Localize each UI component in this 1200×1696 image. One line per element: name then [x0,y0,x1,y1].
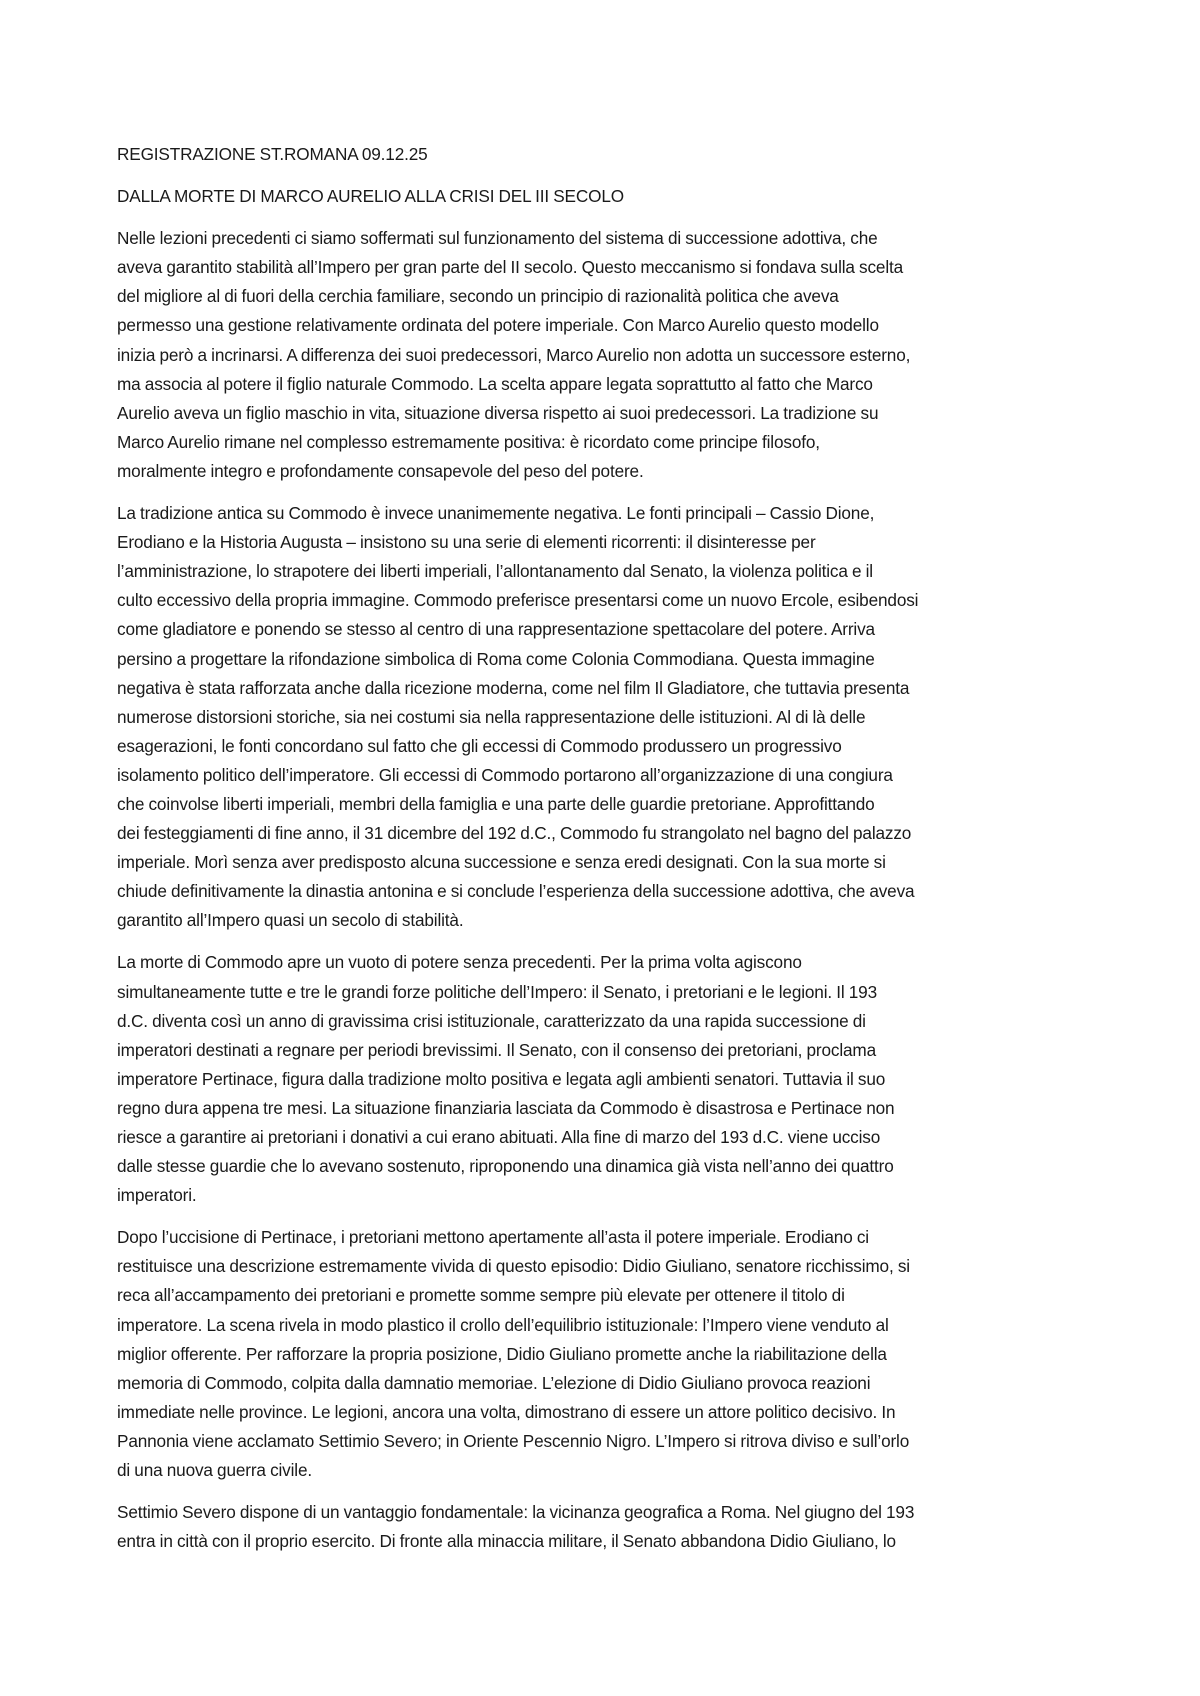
paragraph-line: permesso una gestione relativamente ordinata del potere imperiale. Con Marco Aurelio questo modello [117,315,879,336]
paragraph-line: reca all’accampamento dei pretoriani e promette somme sempre più elevate per ottenere il titolo di [117,1285,845,1306]
paragraph-line: garantito all’Impero quasi un secolo di stabilità. [117,910,464,931]
paragraph [117,1498,1093,1556]
paragraph-line: Marco Aurelio rimane nel complesso estremamente positiva: è ricordato come principe filosofo, [117,431,820,452]
document-title: REGISTRAZIONE ST.ROMANA 09.12.25 [117,144,428,164]
paragraph [117,499,1093,935]
paragraph-line: imperatore. La scena rivela in modo plastico il crollo dell’equilibrio istituzionale: l’Impero viene venduto al [117,1314,889,1335]
paragraph-line: La tradizione antica su Commodo è invece unanimemente negativa. Le fonti principali – Cassio Dione, [117,503,875,524]
paragraph [117,948,1093,1210]
paragraph-line: isolamento politico dell’imperatore. Gli eccessi di Commodo portarono all’organizzazione di una congiura [117,764,893,785]
paragraph-line: aveva garantito stabilità all’Impero per gran parte del II secolo. Questo meccanismo si fondava sulla scelta [117,257,904,278]
paragraph-line: esagerazioni, le fonti concordano sul fatto che gli eccessi di Commodo produssero un progressivo [117,735,842,756]
paragraph-line: imperiale. Morì senza aver predisposto alcuna successione e senza eredi designati. Con la sua morte si [117,852,886,873]
paragraph-line: riesce a garantire ai pretoriani i donativi a cui erano abituati. Alla fine di marzo del 193 d.C. viene ucciso [117,1127,881,1147]
paragraph-line: Erodiano e la Historia Augusta – insistono su una serie di elementi ricorrenti: il disinteresse per [117,532,816,553]
document-body [117,140,1093,1569]
paragraph-line: regno dura appena tre mesi. La situazione finanziaria lasciata da Commodo è disastrosa e Pertinace non [117,1097,895,1118]
paragraph-line: come gladiatore e ponendo se stesso al centro di una rappresentazione spettacolare del potere. Arriva [117,619,875,640]
paragraph-line: Aurelio aveva un figlio maschio in vita, situazione diversa rispetto ai suoi predecessori. La tradizione su [117,402,879,423]
paragraph-line: ma associa al potere il figlio naturale Commodo. La scelta appare legata soprattutto al fatto che Marco [117,373,873,394]
paragraph-line: Dopo l’uccisione di Pertinace, i pretoriani mettono apertamente all’asta il potere imperiale. Erodiano ci [117,1227,869,1248]
paragraph-line: imperatori. [117,1185,197,1206]
paragraph [117,1223,1093,1485]
paragraph-line: simultaneamente tutte e tre le grandi forze politiche dell’Impero: il Senato, i pretoriani e le legioni. Il 193 [117,981,877,1002]
paragraph-line: entra in città con il proprio esercito. Di fronte alla minaccia militare, il Senato abbandona Didio Giuliano, lo [117,1531,896,1552]
paragraph-line: moralmente integro e profondamente consapevole del peso del potere. [117,460,644,481]
paragraph-line: memoria di Commodo, colpita dalla damnatio memoriae. L’elezione di Didio Giuliano provoca reazioni [117,1372,871,1393]
document-subtitle: DALLA MORTE DI MARCO AURELIO ALLA CRISI DEL III SECOLO [117,186,624,207]
paragraph-line: persino a progettare la rifondazione simbolica di Roma come Colonia Commodiana. Questa immagine [117,648,875,669]
paragraph-line: Nelle lezioni precedenti ci siamo soffermati sul funzionamento del sistema di successione adottiva, che [117,228,878,249]
paragraph-line: La morte di Commodo apre un vuoto di potere senza precedenti. Per la prima volta agiscono [117,952,802,973]
paragraph-line: miglior offerente. Per rafforzare la propria posizione, Didio Giuliano promette anche la riabilitazione della [117,1343,887,1364]
paragraph-line: imperatori destinati a regnare per periodi brevissimi. Il Senato, con il consenso dei pretoriani, proclama [117,1039,877,1060]
paragraph-line: chiude definitivamente la dinastia antonina e si conclude l’esperienza della successione adottiva, che aveva [117,881,915,902]
paragraph-line: Settimio Severo dispone di un vantaggio fondamentale: la vicinanza geografica a Roma. Nel giugno del 193 [117,1502,915,1523]
paragraph-line: imperatore Pertinace, figura dalla tradizione molto positiva e legata agli ambienti senatori. Tuttavia il suo [117,1068,886,1089]
paragraph-list [117,224,1093,1556]
paragraph-line: restituisce una descrizione estremamente vivida di questo episodio: Didio Giuliano, senatore ricchissimo, si [117,1256,910,1277]
paragraph-line: culto eccessivo della propria immagine. Commodo preferisce presentarsi come un nuovo Ercole, esibendosi [117,590,919,611]
paragraph-line: d.C. diventa così un anno di gravissima crisi istituzionale, caratterizzato da una rapida successione di [117,1010,866,1031]
paragraph-line: di una nuova guerra civile. [117,1460,312,1481]
paragraph-line: immediate nelle province. Le legioni, ancora una volta, dimostrano di essere un attore politico decisivo. In [117,1401,896,1422]
paragraph-line: inizia però a incrinarsi. A differenza dei suoi predecessori, Marco Aurelio non adotta un successore esterno, [117,344,911,365]
paragraph-line: dalle stesse guardie che lo avevano sostenuto, riproponendo una dinamica già vista nell’anno dei quattro [117,1156,894,1177]
paragraph-line: dei festeggiamenti di fine anno, il 31 dicembre del 192 d.C., Commodo fu strangolato nel bagno del palazzo [117,823,912,844]
paragraph [117,224,1093,486]
paragraph-line: negativa è stata rafforzata anche dalla ricezione moderna, come nel film Il Gladiatore, che tuttavia presenta [117,677,910,698]
paragraph-line: l’amministrazione, lo strapotere dei liberti imperiali, l’allontanamento dal Senato, la violenza politica e il [117,561,873,582]
paragraph-line: del migliore al di fuori della cerchia familiare, secondo un principio di razionalità politica che aveva [117,286,839,307]
paragraph-line: numerose distorsioni storiche, sia nei costumi sia nella rappresentazione delle istituzioni. Al di là delle [117,706,866,727]
paragraph-line: che coinvolse liberti imperiali, membri della famiglia e una parte delle guardie pretoriane. Approfittando [117,793,875,814]
paragraph-line: Pannonia viene acclamato Settimio Severo; in Oriente Pescennio Nigro. L’Impero si ritrova diviso e sull’orlo [117,1430,910,1451]
